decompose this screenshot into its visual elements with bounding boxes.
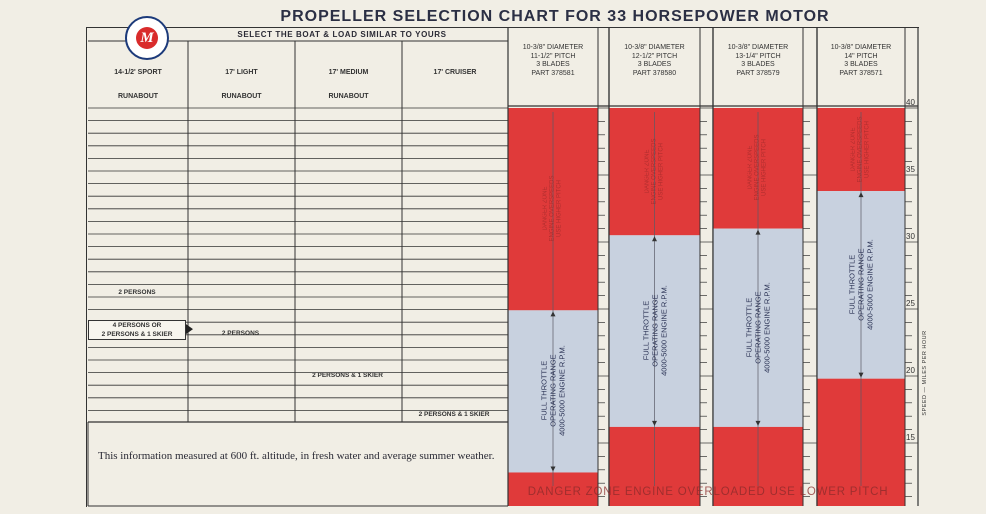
mercury-logo-icon (125, 16, 169, 60)
range-label-line: FULL THROTTLE (539, 361, 549, 421)
boat-type: RUNABOUT (328, 93, 369, 100)
load-label (188, 329, 293, 338)
range-label-line: OPERATING RANGE (856, 248, 866, 321)
bottom-danger-label: DANGER ZONE ENGINE OVERLOADED USE LOWER PITCH (527, 486, 889, 498)
load-text: 2 PERSONS (118, 288, 156, 296)
load-text: 4 PERSONS OR (112, 322, 162, 330)
speed-tick-label: 40 (906, 98, 915, 107)
propeller-blades: 3 BLADES (741, 61, 775, 68)
propeller-part: PART 378579 (736, 69, 780, 77)
danger-label-line: ENGINE OVERSPEEDS (651, 138, 657, 205)
range-label-line: 4000-5000 ENGINE R.P.M. (865, 239, 875, 330)
range-label-line: OPERATING RANGE (548, 354, 558, 428)
overspeed-danger-label (748, 118, 769, 218)
logo-letter: M (136, 27, 158, 49)
boat-name: 17' MEDIUM (328, 69, 369, 76)
load-label (88, 320, 186, 340)
propeller-diameter: 10-3/8" DIAMETER (624, 44, 685, 51)
overspeed-danger-label (644, 121, 665, 221)
danger-label-line: ENGINE OVERSPEEDS (857, 116, 864, 183)
load-text: 2 PERSONS & 1 SKIER (101, 331, 173, 339)
danger-label-line: DANGER ZONE (850, 127, 857, 172)
speed-tick-label: 15 (906, 433, 915, 442)
operating-range-label (641, 271, 668, 391)
operating-range-label (540, 331, 567, 451)
propeller-blades: 3 BLADES (844, 61, 878, 68)
load-label (402, 410, 506, 419)
range-label-line: FULL THROTTLE (744, 297, 754, 358)
boat-column-header (188, 64, 295, 106)
boat-type: RUNABOUT (221, 93, 262, 100)
range-label-line: OPERATING RANGE (650, 294, 659, 367)
range-label-line: OPERATING RANGE (753, 291, 763, 364)
danger-label-line: DANGER ZONE (747, 145, 754, 190)
danger-label-line: USE HIGHER PITCH (658, 142, 664, 200)
propeller-diameter: 10-3/8" DIAMETER (727, 44, 789, 51)
speed-tick-label: 20 (906, 366, 915, 375)
operating-range-label (745, 267, 772, 387)
load-text: 2 PERSONS & 1 SKIER (418, 410, 490, 418)
danger-label-line: USE HIGHER PITCH (761, 139, 768, 197)
speed-axis-title: SPEED — MILES PER HOUR (922, 330, 928, 416)
speed-tick-label: 30 (906, 232, 915, 241)
boat-name: 14-1/2' SPORT (114, 69, 162, 76)
propeller-diameter: 10-3/8" DIAMETER (830, 44, 892, 51)
propeller-part: PART 378580 (632, 69, 677, 77)
propeller-part: PART 378581 (531, 69, 575, 77)
overspeed-danger-label (543, 159, 564, 259)
danger-label-line: USE HIGHER PITCH (556, 180, 563, 238)
boat-column-header (295, 64, 402, 106)
propeller-part: PART 378571 (839, 69, 883, 77)
danger-label-line: ENGINE OVERSPEEDS (549, 175, 556, 242)
range-label-line: 4000-5000 ENGINE R.P.M. (659, 285, 668, 376)
measurement-note: This information measured at 600 ft. altitude, in fresh water and average summer weather. (98, 450, 495, 462)
operating-range-label (848, 224, 875, 344)
load-label (88, 288, 186, 297)
propeller-header (817, 44, 905, 78)
range-label-line: FULL THROTTLE (641, 300, 650, 361)
load-text: 2 PERSONS (221, 330, 260, 338)
propeller-header (609, 44, 700, 78)
propeller-diameter: 10-3/8" DIAMETER (522, 44, 584, 51)
select-header: SELECT THE BOAT & LOAD SIMILAR TO YOURS (237, 30, 447, 39)
boat-name: 17' CRUISER (433, 69, 477, 76)
boat-type: RUNABOUT (117, 93, 159, 100)
danger-label-line: USE HIGHER PITCH (864, 120, 871, 178)
load-label (295, 371, 400, 380)
range-label-line: FULL THROTTLE (847, 254, 857, 315)
range-label-line: 4000-5000 ENGINE R.P.M. (762, 281, 772, 373)
propeller-blades: 3 BLADES (637, 61, 672, 68)
boat-column-header (402, 64, 508, 88)
propeller-blades: 3 BLADES (536, 61, 570, 68)
overspeed-danger-label (851, 99, 872, 199)
propeller-header (713, 44, 803, 78)
speed-tick-label: 25 (906, 299, 915, 308)
range-label-line: 4000-5000 ENGINE R.P.M. (557, 345, 567, 437)
speed-tick-label: 35 (906, 165, 915, 174)
load-text: 2 PERSONS & 1 SKIER (312, 372, 383, 379)
propeller-header (508, 44, 598, 78)
danger-label-line: DANGER ZONE (542, 186, 549, 231)
page-title: PROPELLER SELECTION CHART FOR 33 HORSEPOWER MOTOR (280, 8, 830, 25)
boat-name: 17' LIGHT (225, 69, 258, 76)
propeller-pitch: 12-1/2" PITCH (631, 52, 678, 60)
propeller-pitch: 11-1/2" PITCH (530, 52, 576, 60)
boat-column-header (88, 64, 188, 106)
danger-label-line: ENGINE OVERSPEEDS (754, 134, 761, 201)
danger-label-line: DANGER ZONE (644, 149, 650, 194)
propeller-pitch: 14" PITCH (844, 52, 878, 60)
propeller-pitch: 13-1/4" PITCH (735, 52, 781, 60)
